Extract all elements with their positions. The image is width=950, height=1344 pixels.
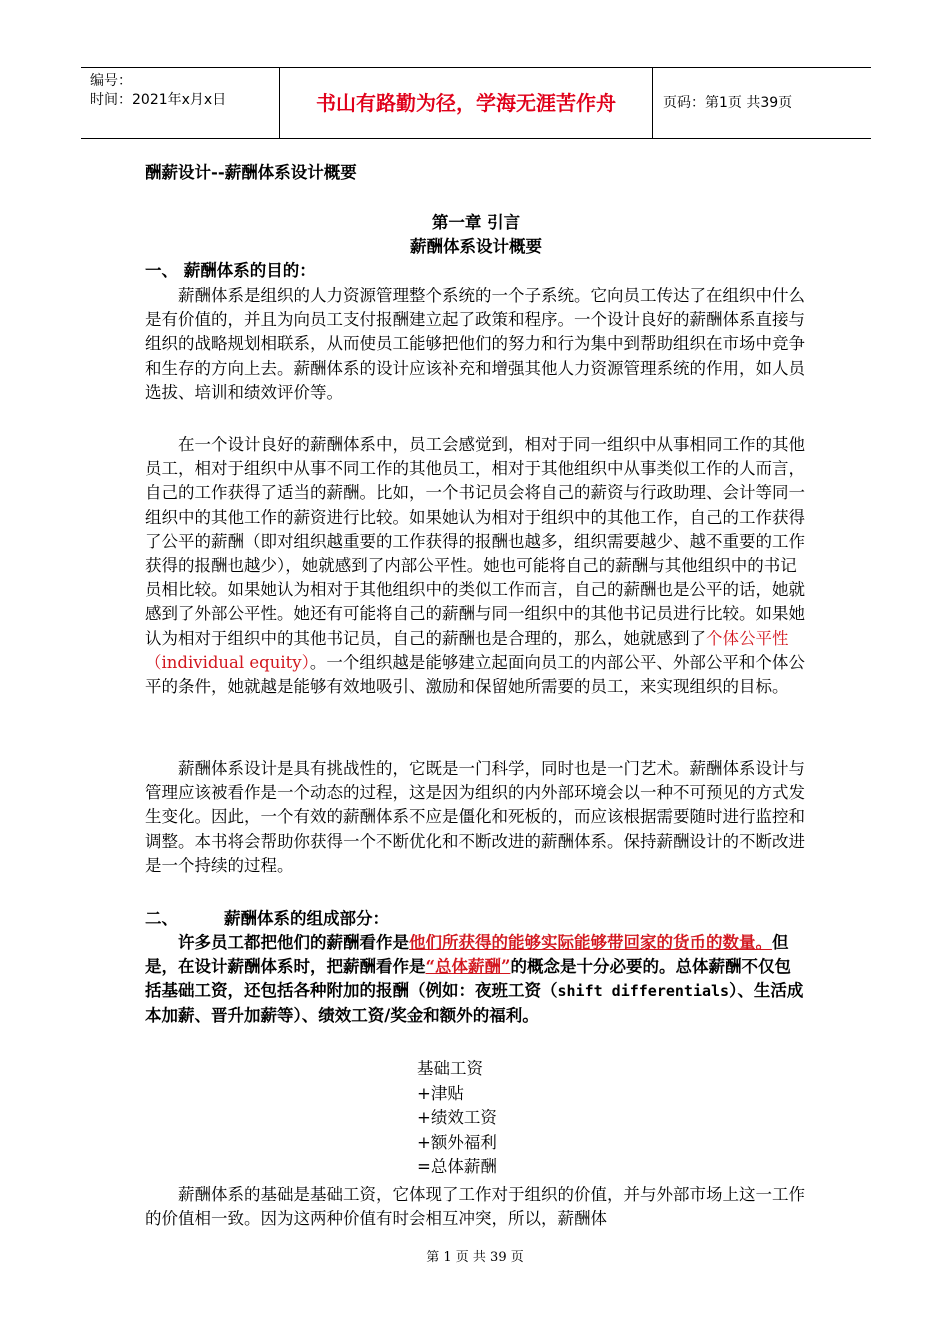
- s2-text-a: 许多员工都把他们的薪酬看作是: [178, 933, 409, 952]
- header-page-info: 页码：第1页 共39页: [663, 95, 793, 111]
- section-1-heading: 一、 薪酬体系的目的：: [145, 261, 316, 280]
- chapter-title: 第一章 引言: [431, 213, 521, 232]
- total-compensation-highlight: “总体薪酬”: [425, 957, 511, 977]
- document-title: 酬薪设计--薪酬体系设计概要: [145, 163, 357, 182]
- section-1-paragraph-1: 薪酬体系是组织的人力资源管理整个系统的一个子系统。它向员工传达了在组织中什么是有价值的，并且为向员工支付报酬建立起了政策和程序。一个设计良好的薪酬体系直接与组织的战略规划相联系，从而使员工能够把他们的努力和行为集中到帮助组织在市场中竞争和生存的方向上去。薪酬体系的设计应该补充和增强其他人力资源管理系统的作用，如人员选拔、培训和绩效评价等。: [145, 286, 805, 402]
- section-2-title: 薪酬体系的组成部分：: [224, 909, 389, 928]
- chapter-subtitle: 薪酬体系设计概要: [410, 237, 542, 256]
- take-home-pay-highlight: 他们所获得的能够实际能够带回家的货币的数量。: [409, 933, 772, 952]
- s2-text-b: 但是，在设计薪酬体系时，把薪酬看作是: [145, 933, 789, 977]
- page-header: [81, 67, 871, 139]
- formula-line: +额外福利: [417, 1132, 497, 1152]
- individual-equity-term: 个体公平性（individual equity）: [145, 628, 789, 672]
- shift-differentials-term: shift differentials: [557, 982, 730, 1001]
- section-1-paragraph-2: [145, 433, 807, 699]
- total-compensation-formula: [417, 1057, 497, 1180]
- section-2-paragraph-1: [145, 931, 807, 1028]
- section-2-number: 二、: [145, 909, 178, 928]
- header-number-label: 编号：: [90, 73, 132, 89]
- formula-line: +津贴: [417, 1083, 464, 1103]
- header-meta-cell: [81, 68, 280, 138]
- section-2-paragraph-2: 薪酬体系的基础是基础工资，它体现了工作对于组织的价值，并与外部市场上这一工作的价值相一致。因为这两种价值有时会相互冲突，所以，薪酬体: [145, 1185, 805, 1229]
- paragraph-2-text-a: 在一个设计良好的薪酬体系中，员工会感觉到，相对于同一组织中从事相同工作的其他员工，相对于组织中从事不同工作的其他员工，相对于其他组织中从事类似工作的人而言，自己的工作获得了适当的薪酬。比如，一个书记员会将自己的薪资与行政助理、会计等同一组织中的其他工作的薪资进行比较。如果她认为相对于组织中的其他工作，自己的工作获得了公平的薪酬（即对组织越重要的工作获得的报酬也越多，组织需要越少、越不重要的工作获得的报酬也越少），她就感到了内部公平性。她也可能将自己的薪酬与其他组织中的书记员相比较。如果她认为相对于其他组织中的类似工作而言，自己的薪酬也是公平的话，她就感到了外部公平性。她还有可能将自己的薪酬与同一组织中的其他书记员进行比较。如果她认为相对于组织中的其他书记员，自己的薪酬也是合理的，那么，她就感到了: [145, 435, 805, 648]
- header-date-label: 时间：2021年x月x日: [90, 92, 227, 108]
- section-2-heading: [145, 907, 807, 931]
- section-1-paragraph-3: 薪酬体系设计是具有挑战性的，它既是一门科学，同时也是一门艺术。薪酬体系设计与管理应该被看作是一个动态的过程，这是因为组织的内外部环境会以一种不可预见的方式发生变化。因此，一个有效的薪酬体系不应是僵化和死板的，而应该根据需要随时进行监控和调整。本书将会帮助你获得一个不断优化和不断改进的薪酬体系。保持薪酬设计的不断改进是一个持续的过程。: [145, 759, 805, 875]
- s2-text-c: 的概念是十分必要的。总体薪酬不仅包括基础工资，还包括各种附加的报酬（例如：夜班工资（: [145, 957, 791, 1001]
- header-motto: 书山有路勤为径，学海无涯苦作舟: [280, 68, 653, 138]
- page-footer: 第 1 页 共 39 页: [426, 1250, 524, 1265]
- s2-text-d: ）、生活成本加薪、晋升加薪等）、绩效工资/奖金和额外的福利。: [145, 981, 804, 1025]
- formula-line: =总体薪酬: [417, 1157, 497, 1177]
- formula-line: +绩效工资: [417, 1108, 497, 1128]
- formula-line: 基础工资: [417, 1059, 483, 1078]
- paragraph-2-text-b: 。一个组织越是能够建立起面向员工的内部公平、外部公平和个体公平的条件，她就越是能够有效地吸引、激励和保留她所需要的员工，来实现组织的目标。: [145, 652, 805, 697]
